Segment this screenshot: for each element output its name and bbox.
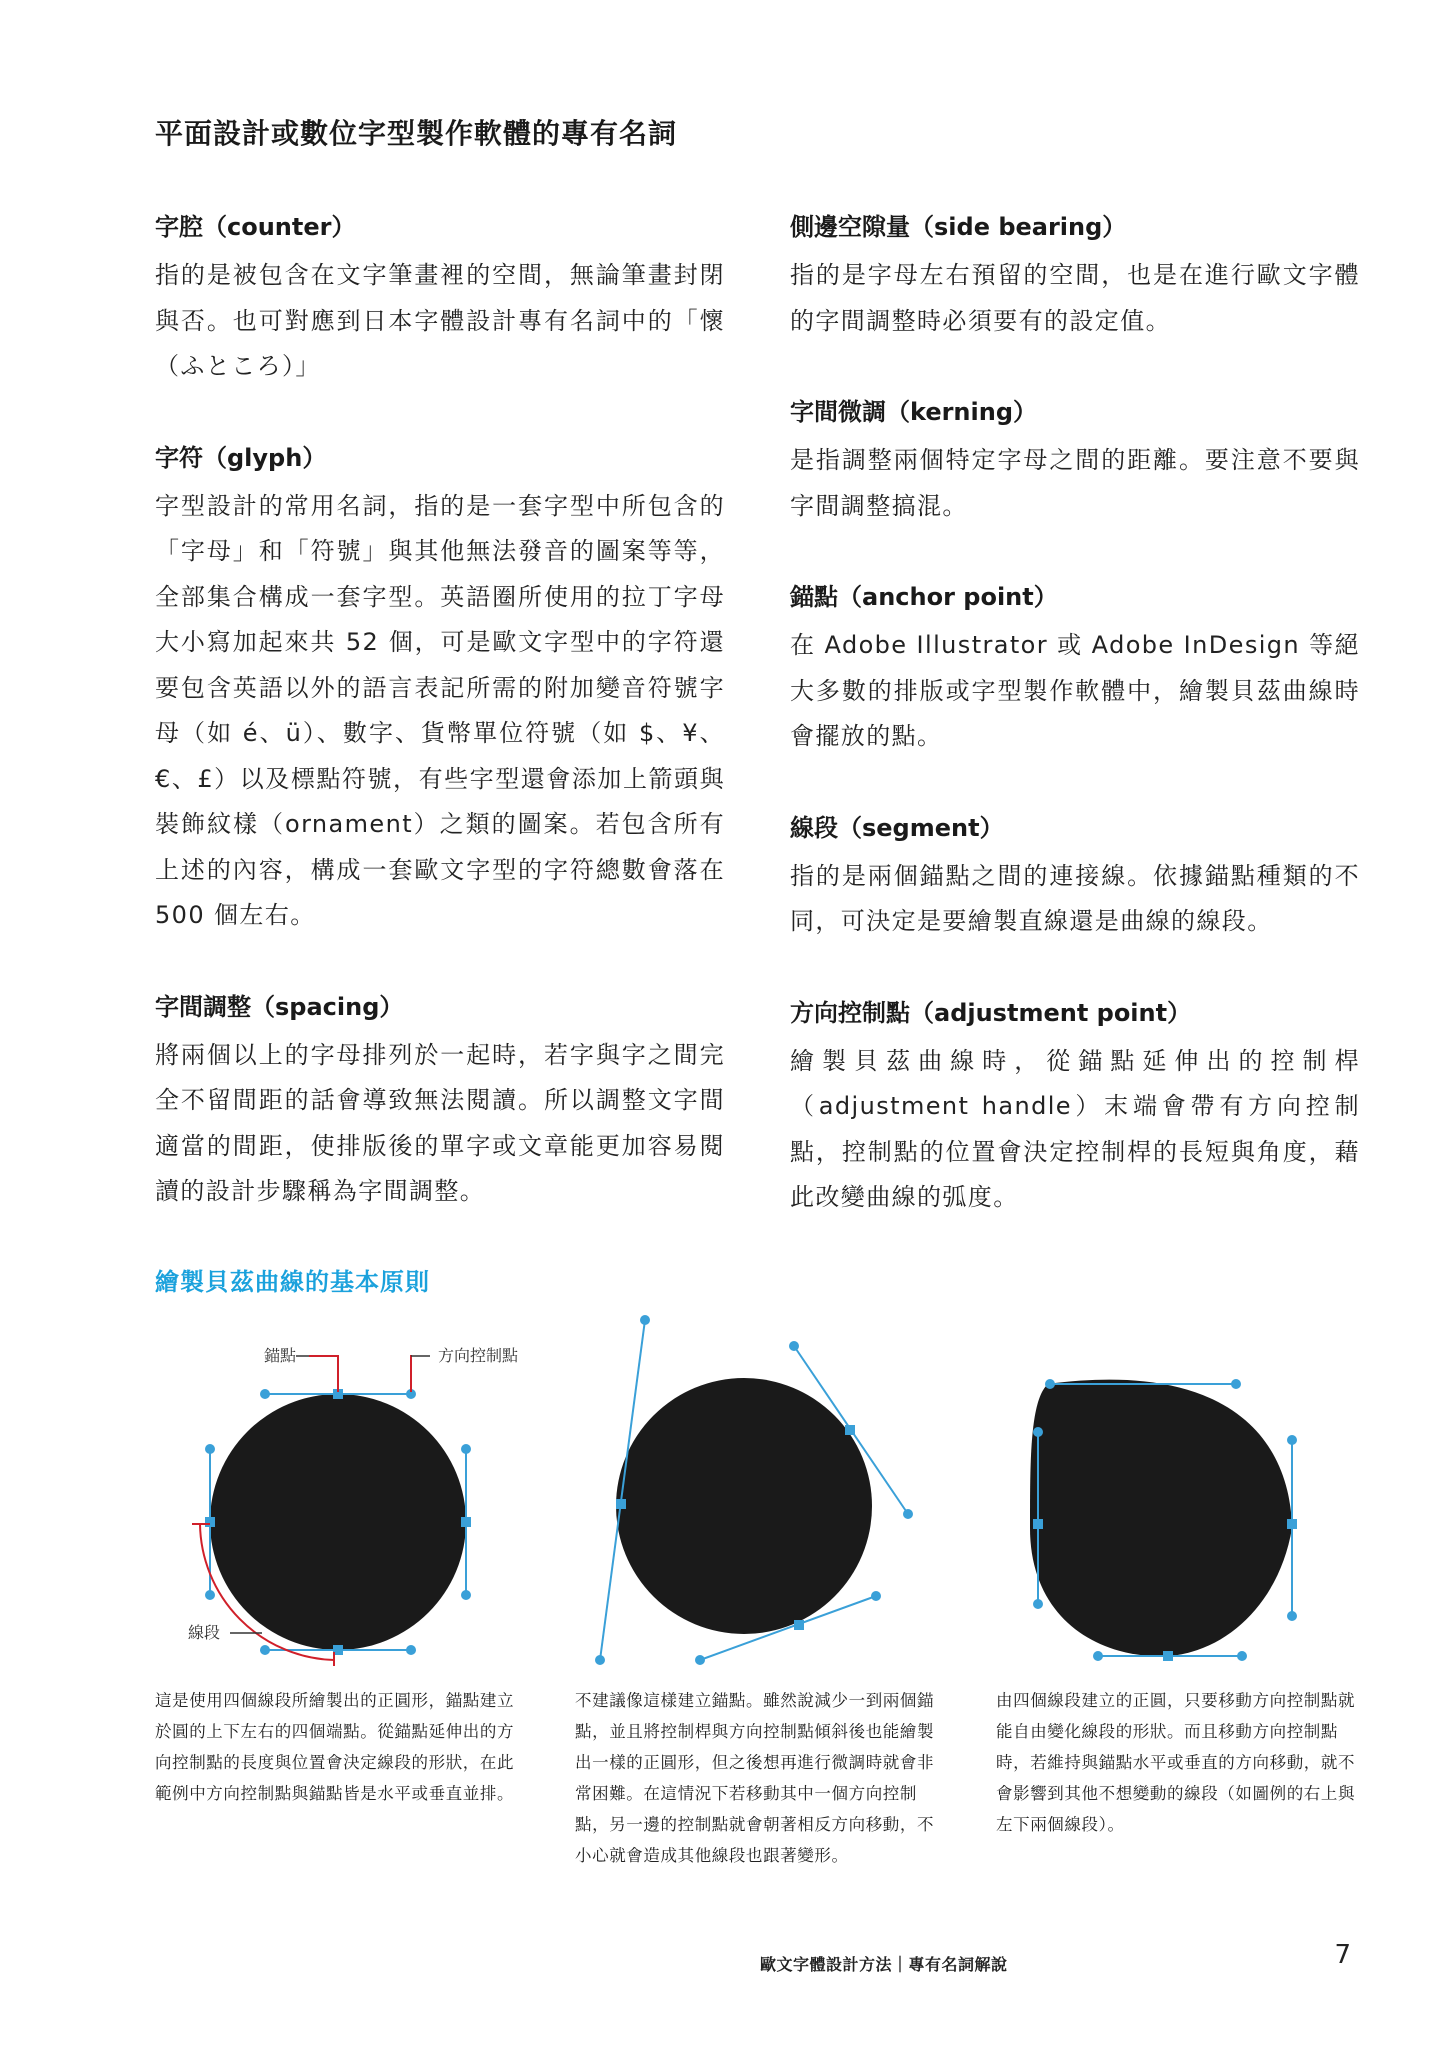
anchor-bottom	[334, 1646, 342, 1654]
left-column	[155, 205, 725, 1261]
term-title: 字符（glyph）	[155, 443, 327, 472]
bezier-diagrams	[0, 1300, 1446, 1680]
term-title: 方向控制點（adjustment point）	[790, 998, 1192, 1027]
right-column	[790, 205, 1360, 1267]
caption-diagram-1: 這是使用四個線段所繪製出的正圓形，錨點建立於圓的上下左右的四個端點。從錨點延伸出的方向控制點的長度與位置會決定線段的形狀，在此範例中方向控制點與錨點皆是水平或垂直並排。	[155, 1691, 515, 1803]
term-title: 字間微調（kerning）	[790, 398, 1038, 426]
page-title: 平面設計或數位字型製作軟體的專有名詞	[155, 117, 678, 150]
anchor-right	[462, 1518, 470, 1526]
term-kerning	[790, 390, 1360, 529]
term-body: 是指調整兩個特定字母之間的距離。要注意不要與字間調整搞混。	[790, 446, 1360, 520]
anchor-left	[1034, 1520, 1042, 1528]
term-segment	[790, 806, 1360, 945]
anchor-upper-right	[846, 1426, 854, 1434]
handle-label: 方向控制點	[438, 1346, 519, 1365]
caption-diagram-2: 不建議像這樣建立錨點。雖然說減少一到兩個錨點，並且將控制桿與方向控制點傾斜後也能繪製出一樣的正圓形，但之後想再進行微調時就會非常困難。在這情況下若移動其中一個方向控制點，另一邊的控制點就會朝著相反方向移動，不小心就會造成其他線段也跟著變形。	[575, 1691, 935, 1865]
term-title: 錨點（anchor point）	[790, 583, 1058, 611]
term-title: 側邊空隙量（side bearing）	[790, 213, 1127, 241]
footer-book-title: 歐文字體設計方法｜專有名詞解說	[760, 1955, 1008, 1974]
term-title: 字腔（counter）	[155, 213, 356, 241]
anchor-lower-right	[795, 1621, 803, 1629]
term-body: 指的是字母左右預留的空間，也是在進行歐文字體的字間調整時必須要有的設定值。	[790, 261, 1360, 335]
circle-shape	[210, 1394, 466, 1650]
page-number: 7	[1334, 1940, 1351, 1970]
term-title: 字間調整（spacing）	[155, 992, 404, 1021]
diagram-circle-four-anchors	[188, 1346, 518, 1666]
term-side-bearing	[790, 205, 1360, 344]
circle-shape	[616, 1378, 872, 1634]
anchor-bottom	[1164, 1652, 1172, 1660]
deformed-shape	[1030, 1380, 1292, 1657]
term-body: 指的是被包含在文字筆畫裡的空間，無論筆畫封閉與否。也可對應到日本字體設計專有名詞中的「懷（ふところ）」	[155, 261, 725, 380]
anchor-right	[1288, 1520, 1296, 1528]
term-body: 在 Adobe Illustrator 或 Adobe InDesign 等絕大多數的排版或字型製作軟體中，繪製貝茲曲線時會擺放的點。	[790, 631, 1360, 750]
term-spacing	[155, 985, 725, 1215]
term-body: 指的是兩個錨點之間的連接線。依據錨點種類的不同，可決定是要繪製直線還是曲線的線段。	[790, 861, 1360, 935]
section-title: 繪製貝茲曲線的基本原則	[155, 1268, 430, 1296]
term-body: 繪製貝茲曲線時，從錨點延伸出的控制桿（adjustment handle）末端會帶有方向控制點，控制點的位置會決定控制桿的長短與角度，藉此改變曲線的弧度。	[790, 1046, 1360, 1211]
anchor-left	[617, 1500, 625, 1508]
term-title: 線段（segment）	[790, 813, 1004, 842]
caption-diagram-3: 由四個線段建立的正圓，只要移動方向控制點就能自由變化線段的形狀。而且移動方向控制點時，若維持與錨點水平或垂直的方向移動，就不會影響到其他不想變動的線段（如圖例的右上與左下兩個線段）。	[996, 1691, 1356, 1834]
segment-label: 線段	[188, 1623, 221, 1642]
diagram-deformed-circle	[1030, 1380, 1296, 1660]
term-anchor-point	[790, 575, 1360, 760]
term-glyph	[155, 436, 725, 939]
term-adjustment-point	[790, 991, 1360, 1221]
term-body: 字型設計的常用名詞，指的是一套字型中所包含的「字母」和「符號」與其他無法發音的圖案等等，全部集合構成一套字型。英語圈所使用的拉丁字母大小寫加起來共 52 個，可是歐文字型中的字符還要包含英語以外的語言表記所需的附加變音符號字母（如 é、ü）、數字、貨幣單位符號（如 $、¥、€、£）以及標點符號，有些字型還會添加上箭頭與裝飾紋樣（ornament）之類的圖案。若包含所有上述的內容，構成一套歐文字型的字符總數會落在 500 個左右。	[155, 491, 725, 929]
term-counter	[155, 205, 725, 390]
diagram-circle-tilted-handles	[596, 1316, 912, 1664]
term-body: 將兩個以上的字母排列於一起時，若字與字之間完全不留間距的話會導致無法閱讀。所以調整文字間適當的間距，使排版後的單字或文章能更加容易閱讀的設計步驟稱為字間調整。	[155, 1040, 725, 1205]
anchor-label: 錨點	[264, 1346, 297, 1365]
